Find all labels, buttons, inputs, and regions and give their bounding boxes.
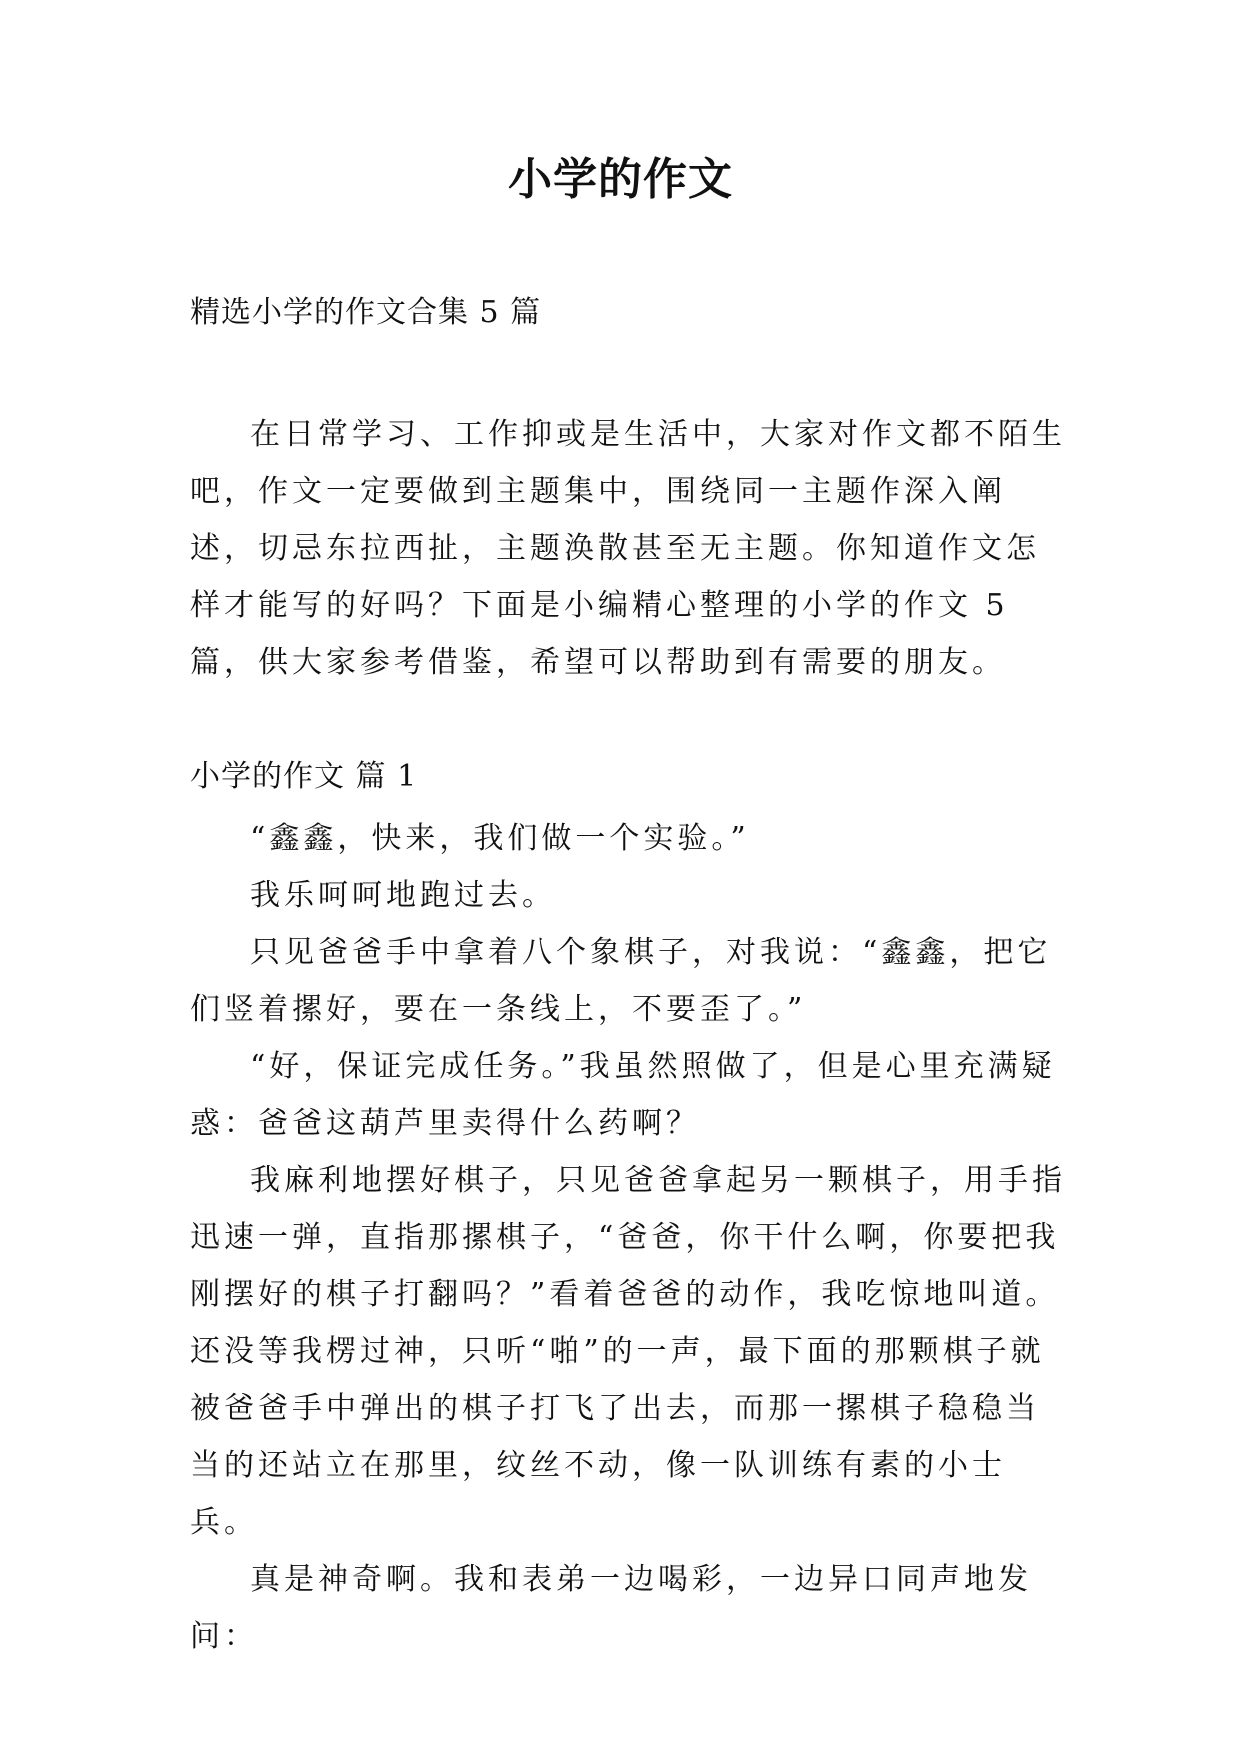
- essay-paragraph: “鑫鑫，快来，我们做一个实验。”: [250, 821, 750, 856]
- essay-body: [190, 810, 1070, 1665]
- document-subtitle: 精选小学的作文合集 5 篇: [190, 295, 542, 330]
- section-heading: 小学的作文 篇 1: [190, 759, 418, 794]
- essay-paragraph: 我乐呵呵地跑过去。: [250, 878, 556, 913]
- essay-paragraph: “好，保证完成任务。”我虽然照做了，但是心里充满疑惑：爸爸这葫芦里卖得什么药啊？: [190, 1049, 1056, 1141]
- intro-section: [190, 406, 1070, 691]
- essay-paragraph: 只见爸爸手中拿着八个象棋子，对我说：“鑫鑫，把它们竖着摞好，要在一条线上，不要歪了。”: [190, 935, 1052, 1027]
- essay-paragraph: 真是神奇啊。我和表弟一边喝彩，一边异口同声地发问：: [190, 1562, 1032, 1654]
- document-title: 小学的作文: [508, 154, 733, 205]
- intro-paragraph: 在日常学习、工作抑或是生活中，大家对作文都不陌生吧，作文一定要做到主题集中，围绕同一主题作深入阐述，切忌东拉西扯，主题涣散甚至无主题。你知道作文怎样才能写的好吗？下面是小编精心整理的小学的作文 5 篇，供大家参考借鉴，希望可以帮助到有需要的朋友。: [190, 417, 1066, 680]
- essay-paragraph: 我麻利地摆好棋子，只见爸爸拿起另一颗棋子，用手指迅速一弹，直指那摞棋子，“爸爸，你干什么啊，你要把我刚摆好的棋子打翻吗？”看着爸爸的动作，我吃惊地叫道。还没等我楞过神，只听“啪”的一声，最下面的那颗棋子就被爸爸手中弹出的棋子打飞了出去，而那一摞棋子稳稳当当的还站立在那里，纹丝不动，像一队训练有素的小士兵。: [190, 1163, 1066, 1540]
